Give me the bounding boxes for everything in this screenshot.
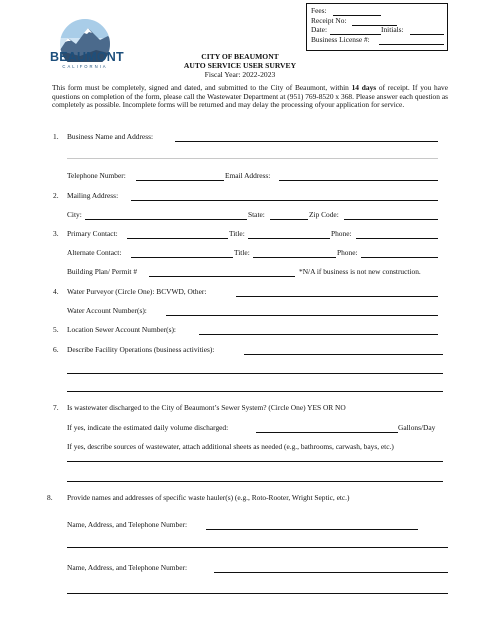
- wastewater-sources-label: If yes, describe sources of wastewater, attach additional sheets as needed (e.g., bathrooms, carwash, bays, etc.): [67, 442, 394, 451]
- primary-title-field[interactable]: [248, 238, 330, 239]
- q6-label: Describe Facility Operations (business activities):: [67, 345, 215, 354]
- intro-text-2: of receipt. If you have questions on completion of the form, please call the Wastewater Department at (951) 769-8520 x 368. Please answer each question as completely as possible. Incomplete forms will be returned and may delay the processing ofyour application for service.: [52, 83, 448, 110]
- q5-label: Location Sewer Account Number(s):: [67, 325, 176, 334]
- email-field[interactable]: [279, 180, 438, 181]
- water-account-label: Water Account Number(s):: [67, 306, 147, 315]
- wastewater-sources-field-1[interactable]: [67, 461, 443, 462]
- alternate-contact-field[interactable]: [131, 257, 233, 258]
- initials-field[interactable]: [410, 34, 444, 35]
- water-account-field[interactable]: [166, 315, 438, 316]
- q1-label: Business Name and Address:: [67, 132, 154, 141]
- hauler-1-field[interactable]: [206, 529, 418, 530]
- intro-deadline: 14 days: [351, 83, 377, 92]
- facility-operations-field-2[interactable]: [67, 373, 443, 374]
- business-address-field[interactable]: [67, 158, 438, 159]
- intro-text-1: This form must be completely, signed and dated, and submitted to the City of Beaumont, within: [52, 83, 352, 92]
- alternate-contact-label: Alternate Contact:: [67, 248, 122, 257]
- hauler-2-field[interactable]: [214, 572, 448, 573]
- business-license-label: Business License #:: [311, 34, 370, 44]
- primary-phone-field[interactable]: [356, 238, 438, 239]
- daily-volume-label: If yes, indicate the estimated daily volume discharged:: [67, 423, 229, 432]
- building-plan-note: *N/A if business is not new construction.: [299, 267, 421, 276]
- telephone-label: Telephone Number:: [67, 171, 126, 180]
- state-field[interactable]: [270, 219, 308, 220]
- q2-number: 2.: [53, 191, 59, 200]
- state-label: State:: [248, 210, 265, 219]
- primary-contact-field[interactable]: [127, 238, 228, 239]
- building-plan-field[interactable]: [149, 276, 295, 277]
- alternate-title-field[interactable]: [253, 257, 336, 258]
- facility-operations-field-3[interactable]: [67, 391, 443, 392]
- q2-label: Mailing Address:: [67, 191, 119, 200]
- fiscal-year: Fiscal Year: 2022-2023: [204, 70, 276, 79]
- q8-label: Provide names and addresses of specific waste hauler(s) (e.g., Roto-Rooter, Wright Septic, etc.): [67, 493, 350, 502]
- q6-number: 6.: [53, 345, 59, 354]
- form-title: AUTO SERVICE USER SURVEY: [183, 61, 297, 70]
- logo-subtitle: CALIFORNIA: [62, 64, 108, 69]
- alternate-phone-label: Phone:: [337, 248, 358, 257]
- hauler-1-field-2[interactable]: [67, 547, 448, 548]
- fees-label: Fees:: [311, 6, 327, 15]
- facility-operations-field-1[interactable]: [244, 354, 443, 355]
- telephone-field[interactable]: [136, 180, 224, 181]
- city-label: City:: [67, 210, 82, 219]
- primary-title-label: Title:: [229, 229, 245, 238]
- q4-number: 4.: [53, 287, 59, 296]
- primary-contact-label: Primary Contact:: [67, 229, 118, 238]
- city-field[interactable]: [85, 219, 247, 220]
- building-plan-label: Building Plan/ Permit #: [67, 267, 138, 276]
- receipt-label: Receipt No:: [311, 15, 347, 25]
- zip-label: Zip Code:: [309, 210, 339, 219]
- hauler-2-label: Name, Address, and Telephone Number:: [67, 563, 188, 572]
- initials-label: Initials:: [381, 25, 404, 34]
- q8-number: 8.: [47, 493, 53, 502]
- water-purveyor-other-field[interactable]: [236, 296, 438, 297]
- email-label: Email Address:: [225, 171, 271, 180]
- alternate-title-label: Title:: [234, 248, 250, 257]
- q4-label: Water Purveyor (Circle One): BCVWD, Other:: [67, 287, 207, 296]
- zip-field[interactable]: [344, 219, 438, 220]
- business-license-field[interactable]: [379, 44, 444, 45]
- q5-number: 5.: [53, 325, 59, 334]
- mailing-address-field[interactable]: [131, 200, 438, 201]
- q3-number: 3.: [53, 229, 59, 238]
- hauler-2-field-2[interactable]: [67, 593, 448, 594]
- daily-volume-unit: Gallons/Day: [398, 423, 436, 432]
- sewer-account-field[interactable]: [199, 334, 438, 335]
- alternate-phone-field[interactable]: [361, 257, 438, 258]
- primary-phone-label: Phone:: [331, 229, 352, 238]
- q7-label: Is wastewater discharged to the City of Beaumont’s Sewer System? (Circle One) YES OR NO: [67, 403, 346, 412]
- hauler-1-label: Name, Address, and Telephone Number:: [67, 520, 188, 529]
- daily-volume-field[interactable]: [256, 432, 398, 433]
- q1-number: 1.: [53, 132, 59, 141]
- logo-name: BEAUMONT: [50, 50, 124, 64]
- instructions-paragraph: [52, 84, 448, 110]
- date-label: Date:: [311, 25, 328, 34]
- city-heading: CITY OF BEAUMONT: [201, 52, 279, 61]
- q7-number: 7.: [53, 403, 59, 412]
- business-name-field[interactable]: [175, 141, 438, 142]
- office-use-box: [306, 3, 448, 51]
- wastewater-sources-field-2[interactable]: [67, 481, 443, 482]
